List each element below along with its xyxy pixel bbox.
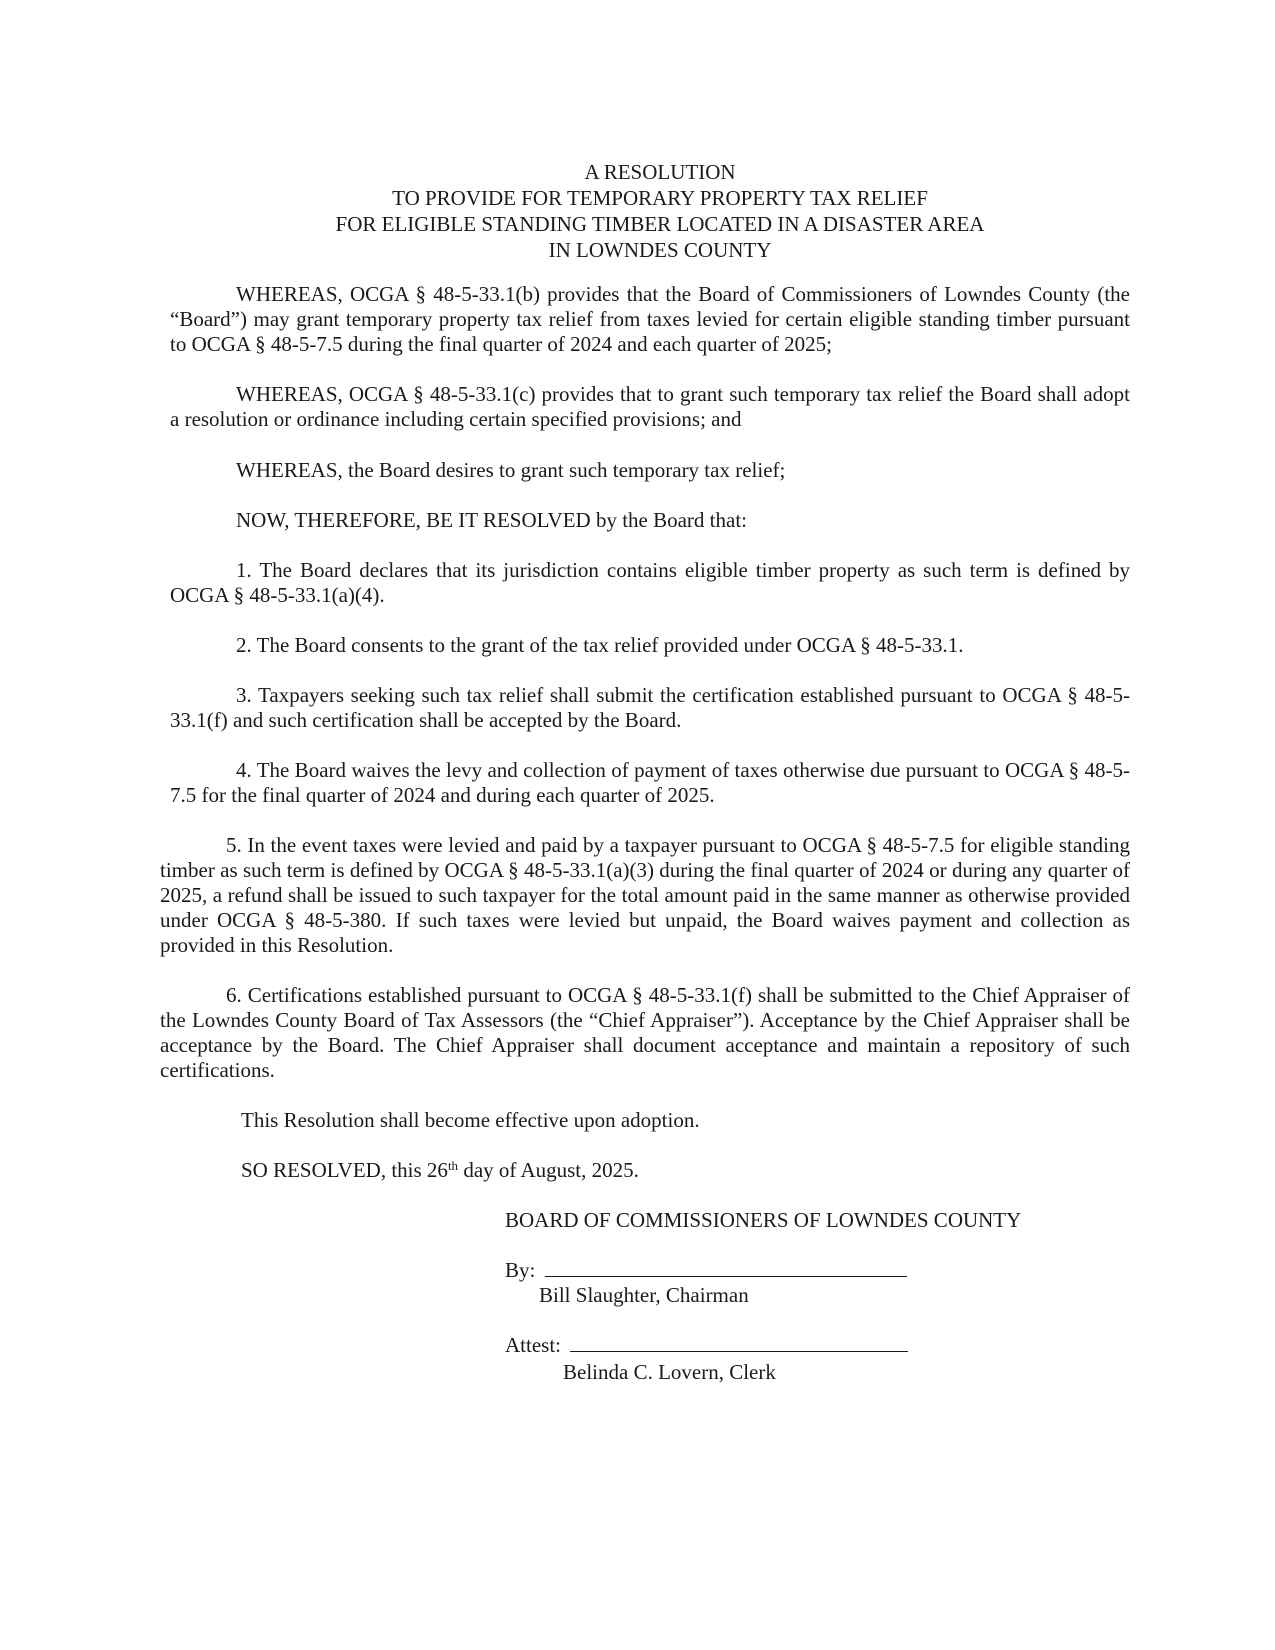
effective-statement: This Resolution shall become effective upon adoption. (241, 1108, 700, 1132)
clerk-signature-row (505, 1333, 908, 1358)
now-therefore-line: NOW, THEREFORE, BE IT RESOLVED by the Board that: (236, 508, 747, 532)
chairman-signature-row (505, 1258, 907, 1283)
attest-label: Attest: (505, 1333, 561, 1357)
resolution-item-5: 5. In the event taxes were levied and paid by a taxpayer pursuant to OCGA § 48-5-7.5 for eligible standing timber as such term is defined by OCGA § 48-5-33.1(a)(3) during the final quarter of 2024 or during any quarter of 2025, a refund shall be issued to such taxpayer for the total amount paid in the same manner as otherwise provided under OCGA § 48-5-380. If such taxes were levied but unpaid, the Board waives payment and collection as provided in this Resolution. (160, 833, 1130, 957)
clerk-signature-line (570, 1333, 908, 1352)
chairman-name: Bill Slaughter, Chairman (539, 1283, 749, 1307)
resolution-item-6: 6. Certifications established pursuant to OCGA § 48-5-33.1(f) shall be submitted to the Chief Appraiser of the Lowndes County Board of Tax Assessors (the “Chief Appraiser”). Acceptance by the Chief Appraiser shall be acceptance by the Board. The Chief Appraiser shall document acceptance and maintain a repository of such certifications. (160, 983, 1130, 1082)
title-line-3: FOR ELIGIBLE STANDING TIMBER LOCATED IN A DISASTER AREA (335, 212, 985, 236)
by-label: By: (505, 1258, 536, 1282)
whereas-paragraph-1: WHEREAS, OCGA § 48-5-33.1(b) provides that the Board of Commissioners of Lowndes County (the “Board”) may grant temporary property tax relief from taxes levied for certain eligible standing timber pursuant to OCGA § 48-5-7.5 during the final quarter of 2024 and each quarter of 2025; (170, 282, 1130, 356)
whereas-paragraph-2: WHEREAS, OCGA § 48-5-33.1(c) provides that to grant such temporary tax relief the Board shall adopt a resolution or ordinance including certain specified provisions; and (170, 382, 1130, 431)
whereas-paragraph-3: WHEREAS, the Board desires to grant such temporary tax relief; (236, 458, 786, 482)
chairman-signature-line (545, 1258, 907, 1277)
resolution-item-4: 4. The Board waives the levy and collection of payment of taxes otherwise due pursuant to OCGA § 48-5-7.5 for the final quarter of 2024 and during each quarter of 2025. (170, 758, 1130, 807)
resolution-item-3: 3. Taxpayers seeking such tax relief shall submit the certification established pursuant to OCGA § 48-5-33.1(f) and such certification shall be accepted by the Board. (170, 683, 1130, 732)
resolution-item-1: 1. The Board declares that its jurisdiction contains eligible timber property as such term is defined by OCGA § 48-5-33.1(a)(4). (170, 558, 1130, 607)
resolution-title (160, 159, 1160, 263)
board-name: BOARD OF COMMISSIONERS OF LOWNDES COUNTY (505, 1208, 1022, 1232)
title-line-4: IN LOWNDES COUNTY (548, 238, 772, 262)
resolution-item-2: 2. The Board consents to the grant of the tax relief provided under OCGA § 48-5-33.1. (236, 633, 964, 657)
resolved-date-line: SO RESOLVED, this 26th day of August, 2025. (241, 1158, 639, 1182)
clerk-name: Belinda C. Lovern, Clerk (563, 1360, 776, 1384)
title-line-2: TO PROVIDE FOR TEMPORARY PROPERTY TAX RELIEF (392, 186, 928, 210)
title-line-1: A RESOLUTION (584, 160, 736, 184)
ordinal-suffix: th (447, 1158, 459, 1173)
